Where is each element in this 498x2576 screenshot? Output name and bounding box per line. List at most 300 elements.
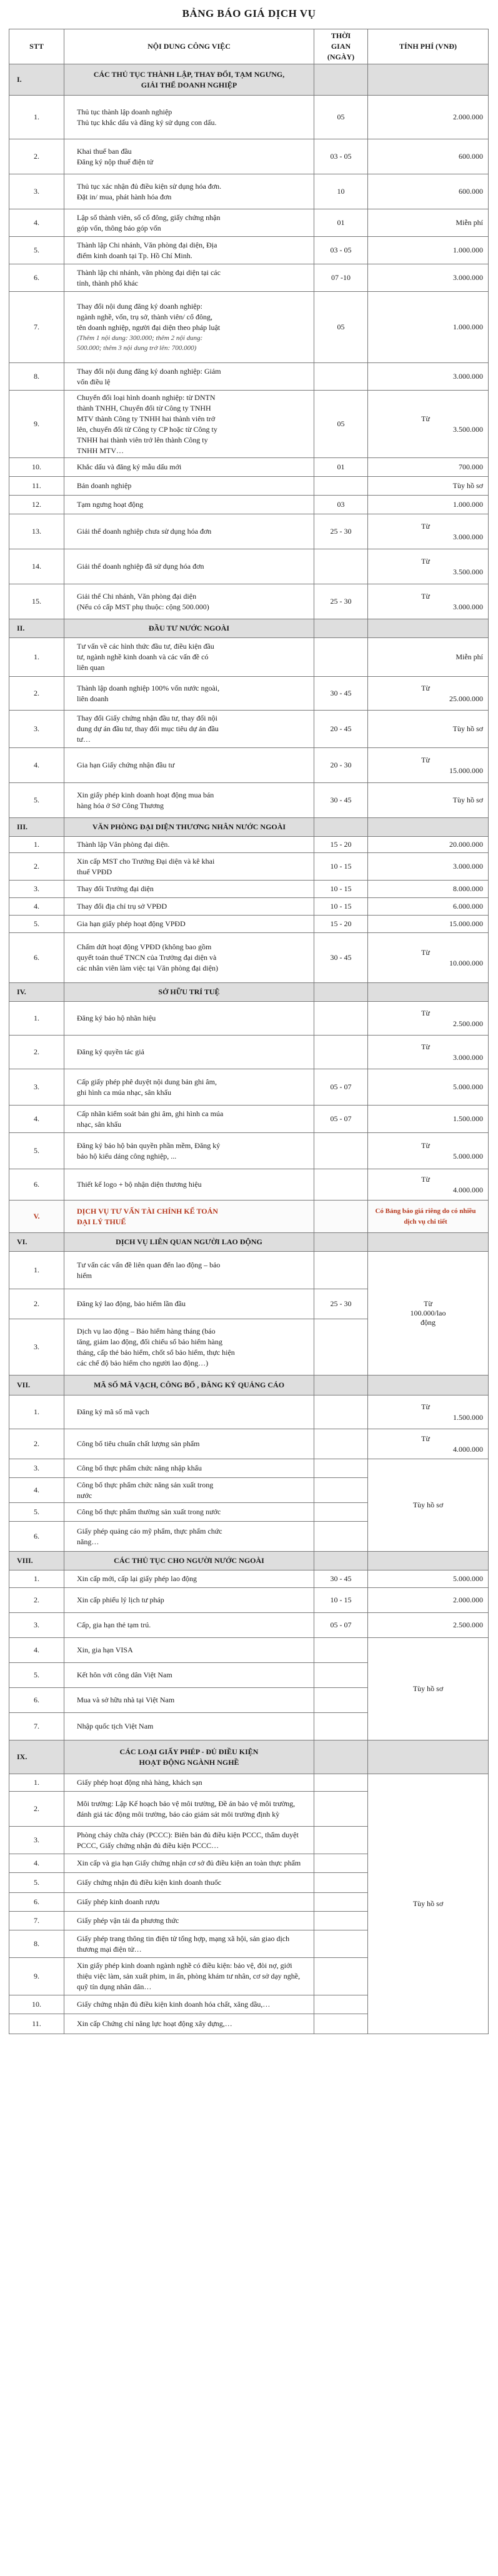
row-fee (368, 837, 489, 852)
table-row (9, 477, 489, 496)
fee-line: 2.500.000 (453, 1620, 483, 1629)
row-number: 2. (9, 139, 64, 174)
fee-line: 3.000.000 (453, 273, 483, 282)
description-line: ĐẠI LÝ THUẾ (77, 1217, 126, 1226)
row-description (64, 391, 314, 457)
table-row (9, 1588, 489, 1613)
row-description (64, 1169, 314, 1200)
row-time (314, 1912, 368, 1930)
fee-line: 3.500.000 (453, 424, 483, 434)
row-description (64, 619, 314, 637)
description-line: Giấy phép vận tải đa phương thức (77, 1916, 179, 1925)
description-line: Thay đổi nội dung đăng ký doanh nghiệp: Giảm (77, 366, 221, 376)
description-line: Đăng ký bảo hộ nhãn hiệu (77, 1014, 156, 1022)
row-number: 11. (9, 2014, 64, 2034)
row-number: 7. (9, 1912, 64, 1930)
row-time (314, 1663, 368, 1687)
description-line: Thành lập chi nhánh, văn phòng đại diện tại các (77, 267, 221, 277)
row-time (314, 1429, 368, 1459)
table-row (9, 209, 489, 237)
row-number: 9. (9, 1958, 64, 1995)
row-fee (368, 209, 489, 236)
description-line: GIẢI THỂ DOANH NGHIỆP (141, 80, 237, 89)
description-line: Xin giấy phép kinh doanh ngành nghề có điều kiện: bảo vệ, đòi nợ, giới (77, 1961, 292, 1970)
description-line: HOẠT ĐỘNG NGÀNH NGHỀ (139, 1757, 239, 1767)
row-number: VIII. (9, 1552, 64, 1570)
row-fee (368, 748, 489, 782)
description-line: vốn điều lệ (77, 377, 111, 386)
description-line: Đặt in/ mua, phát hành hóa đơn (77, 192, 172, 201)
description-line: Xin cấp phiếu lý lịch tư pháp (77, 1595, 164, 1604)
fee-line: Từ (421, 1141, 430, 1150)
description-line: các chế độ bảo hiểm cho người lao động…) (77, 1358, 209, 1367)
row-fee (368, 1069, 489, 1105)
row-time: 20 - 30 (314, 748, 368, 782)
description-line: góp vốn, thông báo góp vốn (77, 223, 161, 232)
table-header (9, 29, 489, 64)
description-line: Công bố thực phẩm thường sản xuất trong nước (77, 1507, 221, 1516)
row-number: 13. (9, 514, 64, 549)
row-time: 05 (314, 292, 368, 362)
row-number: 4. (9, 1478, 64, 1502)
row-number: 5. (9, 1873, 64, 1892)
table-row (9, 96, 489, 139)
description-line: Môi trường: Lập Kế hoạch bảo vệ môi trường, Đề án bảo vệ môi trường, (77, 1799, 296, 1808)
fee-line: 600.000 (459, 152, 483, 161)
row-description (64, 1133, 314, 1169)
table-row (9, 677, 489, 711)
row-number: 6. (9, 1688, 64, 1712)
description-line: Kết hôn với công dân Việt Nam (77, 1670, 172, 1679)
row-time: 01 (314, 209, 368, 236)
fee-line: 1.500.000 (453, 1114, 483, 1123)
row-time (314, 1319, 368, 1375)
section-row (9, 1233, 489, 1252)
row-fee (368, 1429, 489, 1459)
fee-line: 3.000.000 (453, 372, 483, 381)
row-description (64, 1459, 314, 1477)
description-line: Tạm ngưng hoạt động (77, 500, 144, 509)
row-description (64, 363, 314, 390)
section-row (9, 983, 489, 1002)
description-line: Khắc dấu và đăng ký mẫu dấu mới (77, 462, 182, 471)
row-time: 05 - 07 (314, 1106, 368, 1132)
description-line: Giấy phép quảng cáo mỹ phẩm, thực phẩm chức (77, 1526, 222, 1535)
row-fee (368, 237, 489, 264)
row-time (314, 1688, 368, 1712)
row-time (314, 1995, 368, 2014)
row-description (64, 1873, 314, 1892)
table-row (9, 853, 489, 881)
table-row (9, 837, 489, 853)
description-line: Công bố thực phẩm chức năng nhập khẩu (77, 1464, 202, 1472)
fee-line: 1.500.000 (453, 1412, 483, 1422)
fee-line: 25.000.000 (449, 694, 483, 703)
section-row (9, 1375, 489, 1395)
table-row (9, 898, 489, 916)
row-description (64, 1588, 314, 1612)
row-description (64, 1233, 314, 1251)
description-line: tăng, giảm lao động, đối chiếu sổ bảo hiểm hàng (77, 1337, 222, 1346)
description-line: liên doanh (77, 694, 109, 703)
row-description (64, 1002, 314, 1035)
row-fee (368, 818, 489, 836)
row-time: 01 (314, 458, 368, 476)
fee-line: Từ (421, 1174, 430, 1184)
row-time (314, 619, 368, 637)
description-line: Chuyển đổi loại hình doanh nghiệp: từ DNTN (77, 392, 216, 402)
table-row (9, 584, 489, 619)
merged-fee-license: Tùy hồ sơ (368, 1774, 488, 2034)
row-number: 1. (9, 1252, 64, 1289)
row-fee (368, 496, 489, 514)
description-line: Thành lập doanh nghiệp 100% vốn nước ngoài, (77, 683, 220, 692)
row-description (64, 64, 314, 95)
description-line: Đăng ký lao động, bảo hiểm lần đầu (77, 1299, 186, 1308)
row-time: 03 (314, 496, 368, 514)
description-line: Xin cấp mới, cấp lại giấy phép lao động (77, 1574, 197, 1583)
description-line: DỊCH VỤ TƯ VẤN TÀI CHÍNH KẾ TOÁN (77, 1206, 218, 1216)
row-time: 10 (314, 174, 368, 209)
row-description (64, 711, 314, 747)
row-time (314, 1827, 368, 1854)
fee-line: 3.500.000 (453, 567, 483, 576)
row-description (64, 853, 314, 880)
row-description (64, 1827, 314, 1854)
description-line: MÃ SỐ MÃ VẠCH, CÔNG BỐ , ĐĂNG KÝ QUẢNG CÁO (93, 1380, 285, 1389)
row-fee (368, 391, 489, 457)
table-row (9, 916, 489, 933)
row-description (64, 1638, 314, 1662)
row-description (64, 1036, 314, 1069)
description-line: Dịch vụ lao động – Bảo hiểm hàng tháng (báo (77, 1326, 216, 1335)
row-time (314, 1930, 368, 1957)
fee-line: Từ (421, 556, 430, 566)
description-line: Giấy phép hoạt động nhà hàng, khách sạn (77, 1778, 202, 1787)
row-description (64, 1429, 314, 1459)
row-description (64, 1570, 314, 1587)
row-time: 10 - 15 (314, 1588, 368, 1612)
row-number: 5. (9, 1503, 64, 1521)
description-line: nhạc, sân khấu (77, 1119, 121, 1129)
fee-line: 1.000.000 (453, 322, 483, 331)
row-time (314, 1792, 368, 1826)
row-fee (368, 1133, 489, 1169)
description-line: Đăng ký nộp thuế điện tử (77, 157, 154, 166)
description-line: Tư vấn về các hình thức đầu tư, điều kiện đầu (77, 642, 214, 651)
description-line: Thủ tục xác nhận đủ điều kiện sử dụng hóa đơn. (77, 181, 222, 191)
description-line: liên quan (77, 663, 105, 672)
fee-line: 700.000 (459, 462, 483, 471)
table-row (9, 1133, 489, 1169)
row-number: 3. (9, 1827, 64, 1854)
description-line: Giấy phép kinh doanh rượu (77, 1897, 160, 1906)
table-row (9, 1069, 489, 1106)
row-number: 1. (9, 1774, 64, 1791)
row-description (64, 1395, 314, 1429)
table-row (9, 292, 489, 363)
row-description (64, 898, 314, 915)
row-fee (368, 677, 489, 710)
row-number: 3. (9, 1069, 64, 1105)
row-fee (368, 1588, 489, 1612)
description-line: tư, ngành nghề kinh doanh và các vấn đề có (77, 652, 209, 661)
description-line: MTV thành Công ty TNHH hai thành viên trở (77, 414, 216, 423)
table-row (9, 748, 489, 783)
section-row (9, 619, 489, 638)
fee-line: 4.000.000 (453, 1444, 483, 1454)
description-line: Cấp, gia hạn thẻ tạm trú. (77, 1620, 151, 1629)
row-description (64, 881, 314, 897)
row-time (314, 1774, 368, 1791)
fee-line: Từ (421, 947, 430, 957)
row-time (314, 2014, 368, 2034)
row-fee (368, 292, 489, 362)
fee-line: 3.000.000 (453, 862, 483, 871)
fee-line: 20.000.000 (449, 840, 483, 849)
row-description (64, 1552, 314, 1570)
row-time (314, 1638, 368, 1662)
row-time: 25 - 30 (314, 584, 368, 619)
row-description (64, 264, 314, 291)
table-row (9, 139, 489, 174)
row-number: 1. (9, 96, 64, 139)
header-time-line: THỜI (331, 31, 351, 40)
merged-fee-foreigner: Tùy hồ sơ (368, 1638, 488, 1740)
row-time: 25 - 30 (314, 1289, 368, 1319)
table-row (9, 1613, 489, 1638)
description-line: SỞ HỮU TRÍ TUỆ (158, 987, 220, 996)
table-row (9, 881, 489, 898)
row-fee (368, 619, 489, 637)
description-line: (Nếu có cấp MST phụ thuộc: cộng 500.000) (77, 602, 209, 611)
row-fee (368, 1570, 489, 1587)
row-description (64, 1854, 314, 1872)
row-description (64, 209, 314, 236)
row-time: 15 - 20 (314, 837, 368, 852)
row-description (64, 237, 314, 264)
description-line: Nhập quốc tịch Việt Nam (77, 1722, 154, 1730)
row-fee (368, 783, 489, 817)
row-number: 6. (9, 1893, 64, 1911)
description-line: ĐẦU TƯ NƯỚC NGOÀI (148, 624, 230, 632)
description-line: tư… (77, 735, 91, 744)
table-row (9, 1036, 489, 1069)
row-time (314, 477, 368, 495)
fee-line: Tùy hồ sơ (452, 796, 483, 804)
table-row (9, 783, 489, 818)
description-line: PCCC, Giấy chứng nhận đủ điều kiện PCCC… (77, 1840, 219, 1850)
row-description (64, 1958, 314, 1995)
row-time: 03 - 05 (314, 237, 368, 264)
header-time-line: GIAN (331, 42, 351, 51)
row-time (314, 1201, 368, 1232)
fee-line: Từ (421, 755, 430, 764)
row-description (64, 1792, 314, 1826)
fee-line: 8.000.000 (453, 884, 483, 893)
row-number: 5. (9, 916, 64, 932)
description-line: thành TNHH, Chuyển đổi từ Công ty TNHH (77, 403, 211, 412)
row-number: 4. (9, 1638, 64, 1662)
merged-fee-line: Từ (424, 1299, 432, 1308)
table-row (9, 363, 489, 391)
row-description (64, 677, 314, 710)
row-number: 6. (9, 933, 64, 982)
description-line: TNHH MTV… (77, 446, 124, 455)
fee-line: 3.000.000 (453, 1052, 483, 1062)
row-number: VI. (9, 1233, 64, 1251)
description-note: (Thêm 1 nội dung: 300.000; thêm 2 nội dung: (77, 334, 203, 342)
row-number: IV. (9, 983, 64, 1001)
fee-line: 15.000.000 (449, 919, 483, 928)
row-number: 4. (9, 898, 64, 915)
table-row (9, 174, 489, 209)
fee-line: Từ (421, 591, 430, 601)
description-line: Gia hạn Giấy chứng nhận đầu tư (77, 761, 175, 769)
row-number: V. (9, 1201, 64, 1232)
row-description (64, 2014, 314, 2034)
row-description (64, 1252, 314, 1289)
fee-line: 10.000.000 (449, 958, 483, 967)
table-row (9, 237, 489, 264)
row-number: 3. (9, 1319, 64, 1375)
row-number: 2. (9, 1792, 64, 1826)
fee-line: 6.000.000 (453, 902, 483, 911)
description-line: lên, chuyển đổi từ Công ty CP hoặc từ Công ty (77, 424, 217, 434)
description-line: đánh giá tác động môi trường, báo cáo giám sát môi trường định kỳ (77, 1809, 280, 1819)
row-fee (368, 1613, 489, 1637)
description-line: Thay đổi nội dung đăng ký doanh nghiệp: (77, 302, 202, 311)
row-number: 7. (9, 292, 64, 362)
row-time: 15 - 20 (314, 916, 368, 932)
section-row (9, 64, 489, 96)
row-number: 5. (9, 1663, 64, 1687)
table-row (9, 711, 489, 748)
row-number: 2. (9, 1429, 64, 1459)
description-note: 500.000; thêm 3 nội dung trở lên: 700.000) (77, 344, 197, 352)
row-description (64, 1663, 314, 1687)
fee-line: Có Bảng báo giá riêng do có nhiều (375, 1207, 476, 1215)
description-line: Xin cấp Chứng chỉ năng lực hoạt động xây dựng,… (77, 2019, 232, 2028)
row-description (64, 1912, 314, 1930)
row-time (314, 1740, 368, 1774)
description-line: Cấp giấy phép phê duyệt nội dung bản ghi âm, (77, 1077, 217, 1086)
row-number: 4. (9, 748, 64, 782)
header-time (314, 29, 368, 64)
table-row (9, 1570, 489, 1588)
header-description: NỘI DUNG CÔNG VIỆC (64, 29, 314, 64)
row-number: 2. (9, 853, 64, 880)
table-row (9, 391, 489, 458)
row-time: 30 - 45 (314, 677, 368, 710)
row-description (64, 1774, 314, 1791)
description-line: Chấm dứt hoạt động VPĐD (không bao gồm (77, 942, 212, 951)
row-description (64, 1201, 314, 1232)
row-description (64, 139, 314, 174)
description-line: Đăng ký bảo hộ bản quyền phần mềm, Đăng ký (77, 1141, 221, 1150)
row-number: 3. (9, 1613, 64, 1637)
table-row (9, 638, 489, 677)
merged-fee-line: động (421, 1318, 436, 1327)
description-line: Giấy chứng nhận đủ điều kiện kinh doanh hóa chất, xăng dầu,… (77, 2000, 271, 2009)
row-description (64, 818, 314, 836)
row-fee (368, 881, 489, 897)
table-row (9, 1106, 489, 1133)
row-number: 2. (9, 677, 64, 710)
row-description (64, 1995, 314, 2014)
description-line: Giấy phép trang thông tin điện tử tổng hợp, mạng xã hội, sản giao dịch (77, 1934, 290, 1943)
row-time (314, 983, 368, 1001)
row-fee (368, 514, 489, 549)
description-line: ghi hình ca múa nhạc, sân khấu (77, 1087, 171, 1097)
row-description (64, 1289, 314, 1319)
row-fee (368, 1552, 489, 1570)
fee-line: 1.000.000 (453, 246, 483, 254)
row-fee (368, 1233, 489, 1251)
description-line: Thành lập Văn phòng đại diện. (77, 840, 170, 849)
merged-fee-labor (368, 1252, 488, 1375)
row-fee (368, 549, 489, 584)
row-fee (368, 1002, 489, 1035)
description-line: Công bố thực phẩm chức năng sản xuất trong (77, 1480, 214, 1489)
row-number: 14. (9, 549, 64, 584)
row-description (64, 1503, 314, 1521)
row-number: 2. (9, 1289, 64, 1319)
merged-fee-barcode: Tùy hồ sơ (368, 1459, 488, 1551)
row-time: 05 (314, 96, 368, 139)
row-time: 20 - 45 (314, 711, 368, 747)
row-number: 6. (9, 1169, 64, 1200)
fee-line: Miễn phí (456, 652, 483, 661)
row-description (64, 837, 314, 852)
row-description (64, 1375, 314, 1395)
section-row (9, 1201, 489, 1233)
section-row (9, 1740, 489, 1774)
row-time (314, 363, 368, 390)
table-row (9, 1395, 489, 1429)
description-line: Thiết kế logo + bộ nhận diện thương hiệu (77, 1180, 202, 1189)
row-number: 6. (9, 264, 64, 291)
row-description (64, 783, 314, 817)
row-fee (368, 96, 489, 139)
description-line: CÁC THỦ TỤC THÀNH LẬP, THAY ĐỔI, TẠM NGƯNG, (93, 69, 285, 79)
row-description (64, 1522, 314, 1551)
description-line: thuế VPĐD (77, 867, 112, 876)
fee-line: 3.000.000 (453, 532, 483, 541)
description-line: tên doanh nghiệp, người đại diện theo pháp luật (77, 323, 221, 332)
description-line: Thủ tục khắc dấu và đăng ký sử dụng con dấu. (77, 117, 217, 127)
row-fee (368, 458, 489, 476)
row-number: IX. (9, 1740, 64, 1774)
description-line: Xin, gia hạn VISA (77, 1645, 133, 1654)
row-fee (368, 983, 489, 1001)
row-number: 1. (9, 638, 64, 676)
row-number: 12. (9, 496, 64, 514)
fee-line: 4.000.000 (453, 1185, 483, 1194)
description-line: Thành lập Chi nhánh, Văn phòng đại diện, Địa (77, 240, 217, 249)
header-fee: TÍNH PHÍ (VNĐ) (368, 29, 489, 64)
table-row (9, 458, 489, 477)
fee-line: Tùy hồ sơ (452, 481, 483, 490)
row-time (314, 1169, 368, 1200)
table-row (9, 933, 489, 983)
row-fee (368, 264, 489, 291)
row-number: 5. (9, 1133, 64, 1169)
row-fee (368, 638, 489, 676)
fee-line: 2.500.000 (453, 1019, 483, 1028)
row-time: 07 -10 (314, 264, 368, 291)
description-line: DỊCH VỤ LIÊN QUAN NGƯỜI LAO ĐỘNG (116, 1237, 262, 1246)
